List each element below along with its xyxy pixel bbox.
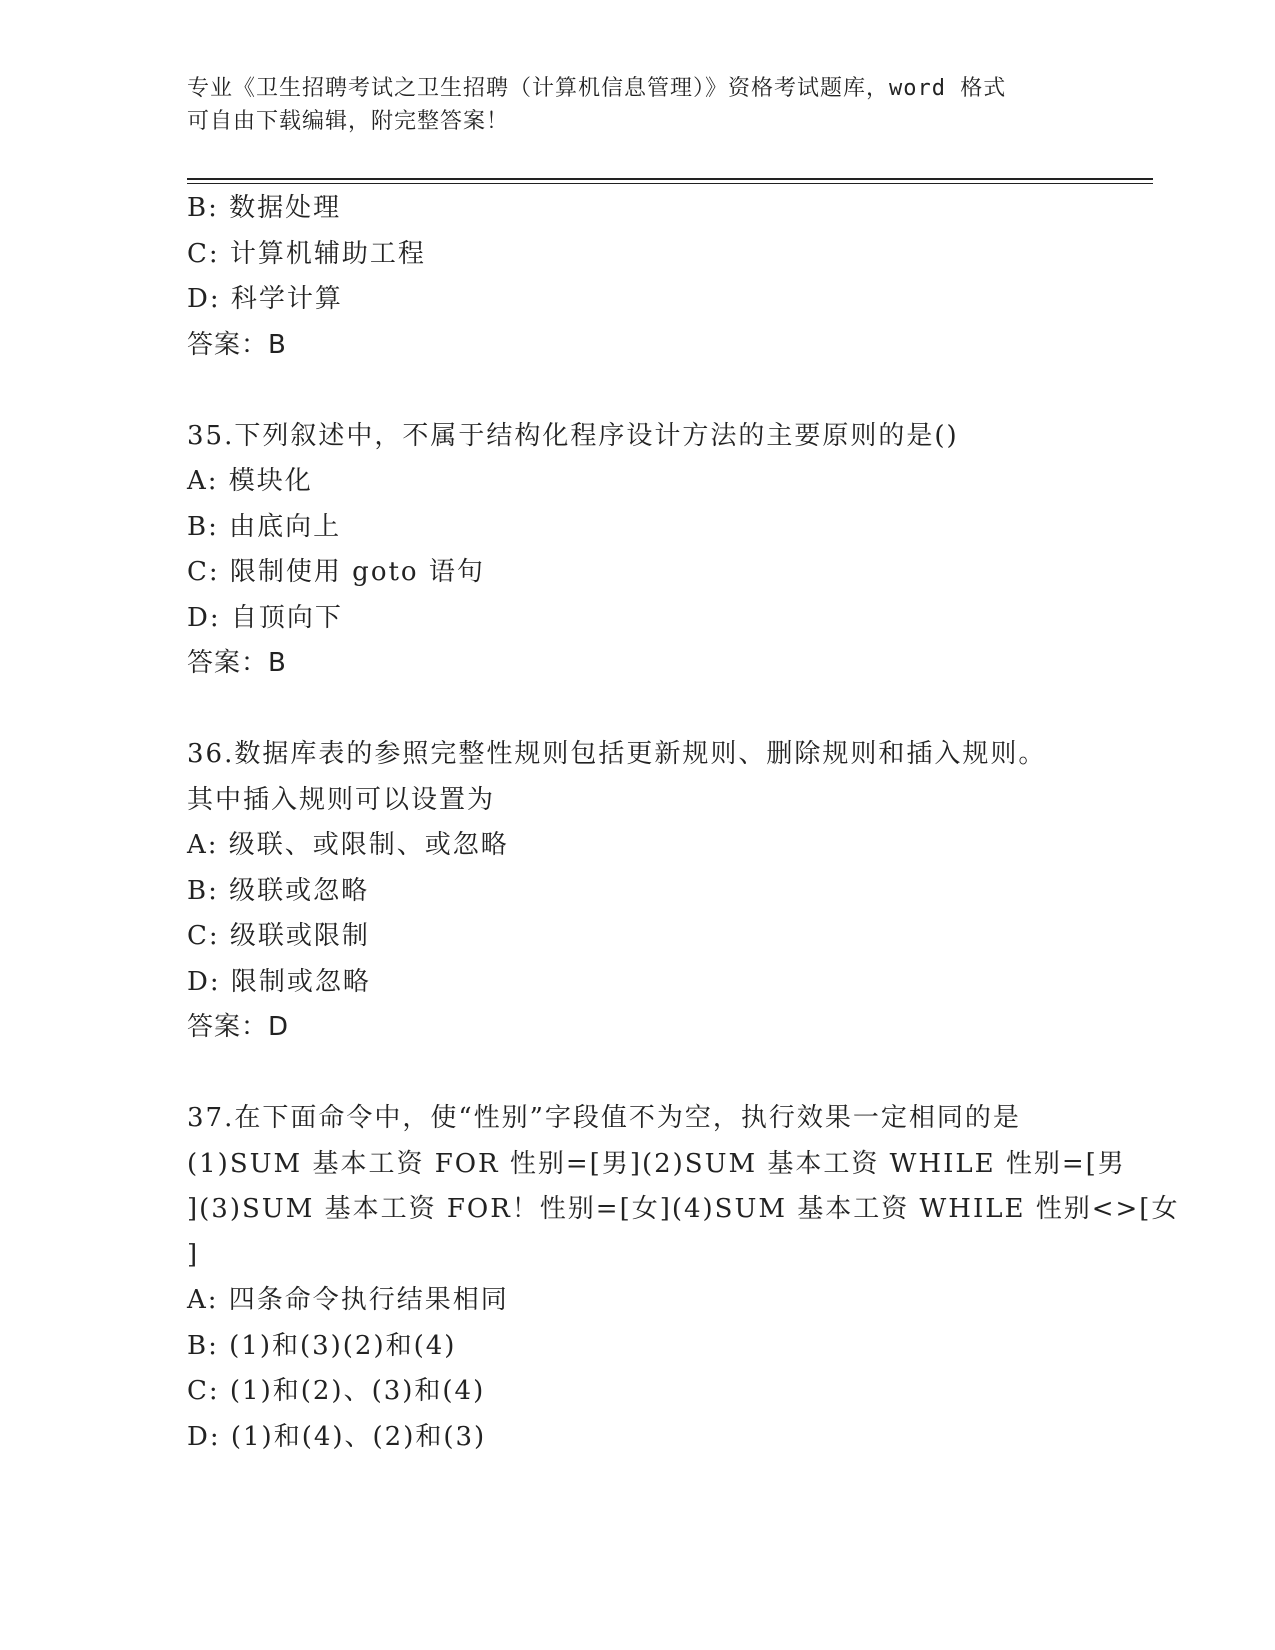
option-b: B: 数据处理 bbox=[187, 193, 342, 223]
header-rule-thin bbox=[187, 183, 1153, 184]
question-35 bbox=[187, 414, 1087, 687]
option-d: D: (1)和(4)、(2)和(3) bbox=[187, 1421, 487, 1452]
option-a: A: 模块化 bbox=[187, 466, 313, 496]
option-a: A: 级联、或限制、或忽略 bbox=[187, 830, 509, 860]
question-text: 35.下列叙述中，不属于结构化程序设计方法的主要原则的是() bbox=[187, 420, 959, 451]
answer: 答案：B bbox=[187, 648, 287, 678]
option-b: B: (1)和(3)(2)和(4) bbox=[187, 1330, 457, 1361]
document-header bbox=[187, 72, 1067, 138]
header-line-1: 专业《卫生招聘考试之卫生招聘（计算机信息管理）》资格考试题库，word 格式 bbox=[187, 76, 1007, 101]
answer: 答案：D bbox=[187, 1012, 290, 1042]
question-text-cont: ](3)SUM 基本工资 FOR！性别=[女](4)SUM 基本工资 WHILE 性别<>[女 bbox=[187, 1194, 1180, 1224]
option-c: C: 限制使用 goto 语句 bbox=[187, 557, 485, 587]
question-34 bbox=[187, 186, 1087, 368]
option-d: D: 自顶向下 bbox=[187, 602, 343, 633]
spacer bbox=[187, 1051, 1087, 1097]
answer: 答案：B bbox=[187, 329, 287, 360]
option-b: B: 级联或忽略 bbox=[187, 875, 370, 906]
option-c: C: 级联或限制 bbox=[187, 921, 370, 951]
spacer bbox=[187, 687, 1087, 733]
option-c: C: (1)和(2)、(3)和(4) bbox=[187, 1376, 486, 1406]
option-c: C: 计算机辅助工程 bbox=[187, 238, 426, 269]
question-content bbox=[187, 186, 1180, 1460]
question-text-cont: 其中插入规则可以设置为 bbox=[187, 784, 496, 815]
option-d: D: 科学计算 bbox=[187, 284, 343, 314]
question-text: 37.在下面命令中，使“性别”字段值不为空，执行效果一定相同的是 bbox=[187, 1103, 1021, 1133]
question-text-cont: ] bbox=[187, 1239, 200, 1270]
question-text-cont: (1)SUM 基本工资 FOR 性别=[男](2)SUM 基本工资 WHILE 性别=[男 bbox=[187, 1148, 1126, 1179]
question-36 bbox=[187, 732, 1087, 1051]
option-b: B: 由底向上 bbox=[187, 511, 342, 542]
question-37 bbox=[187, 1096, 1180, 1460]
question-text: 36.数据库表的参照完整性规则包括更新规则、删除规则和插入规则。 bbox=[187, 739, 1047, 769]
header-rule-thick bbox=[187, 178, 1153, 180]
option-d: D: 限制或忽略 bbox=[187, 966, 371, 997]
option-a: A: 四条命令执行结果相同 bbox=[187, 1285, 509, 1315]
header-line-2: 可自由下载编辑，附完整答案！ bbox=[187, 109, 510, 134]
spacer bbox=[187, 368, 1087, 414]
